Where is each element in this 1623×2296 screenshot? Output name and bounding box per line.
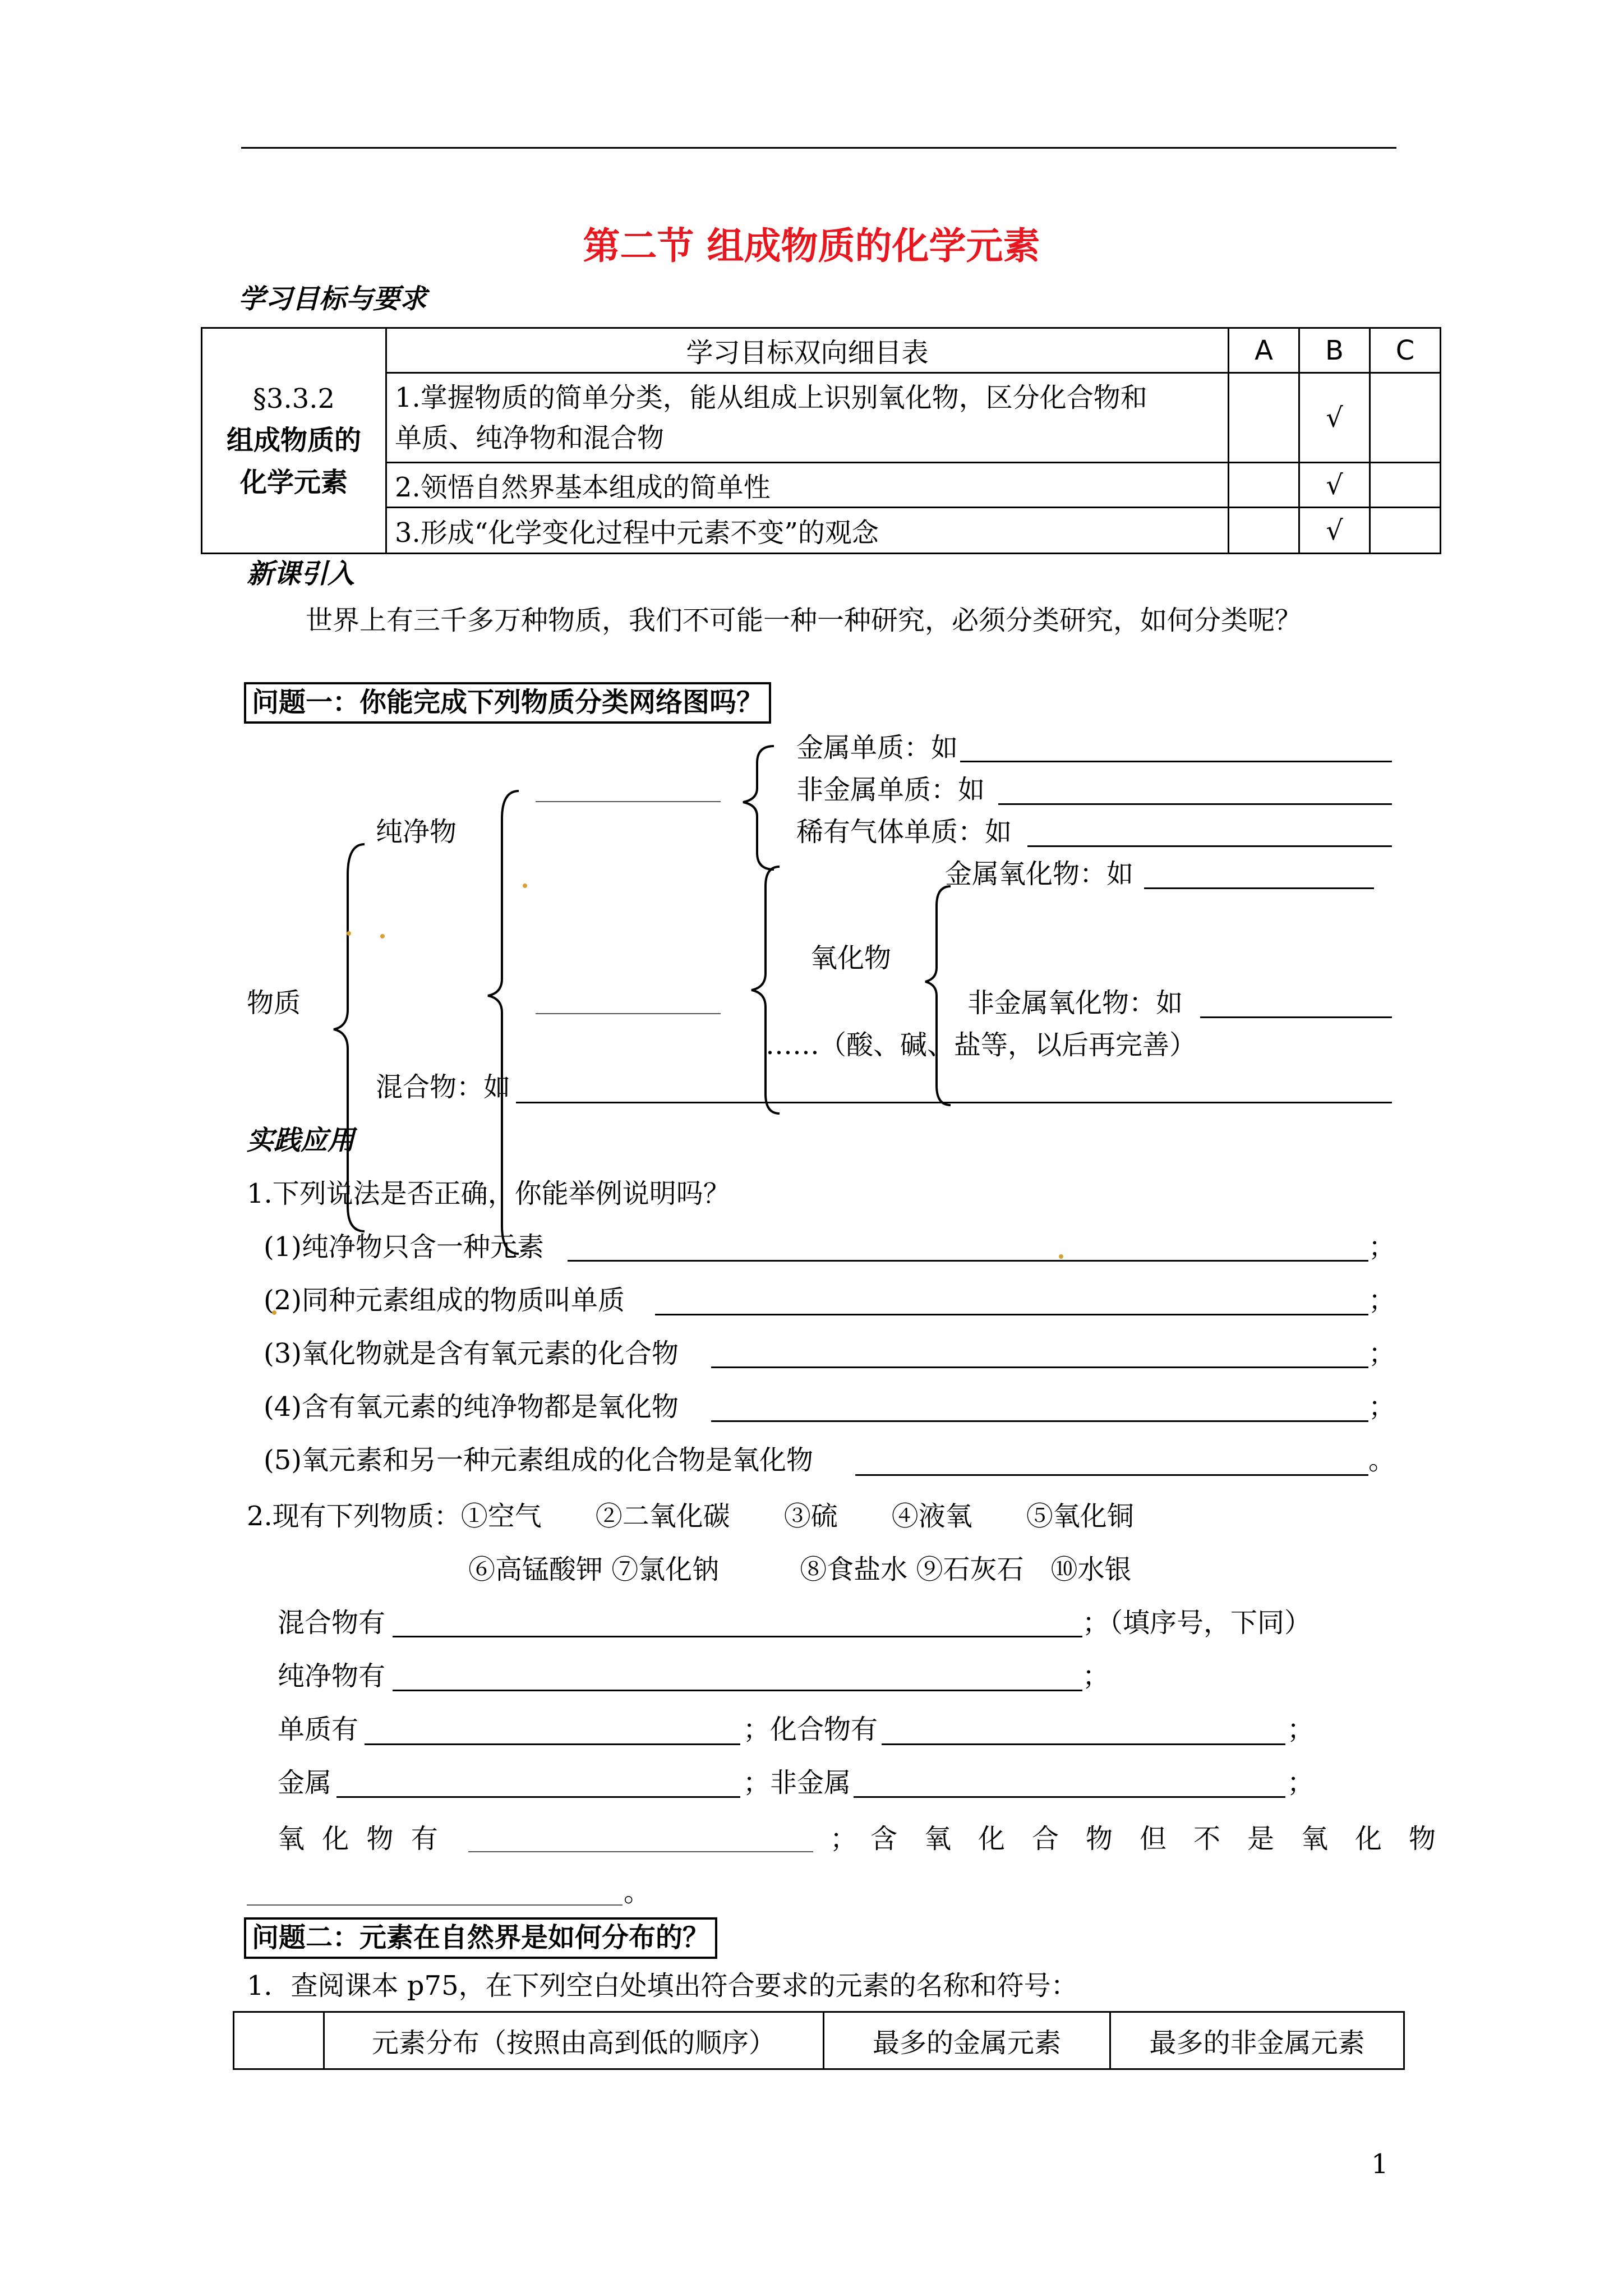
practice-heading: 实践应用 — [247, 1125, 355, 1156]
q2-text: 1．查阅课本 p75，在下列空白处填出符合要求的元素的名称和符号： — [247, 1970, 1078, 2001]
node-nonmetal-oxide: 非金属氧化物：如 — [967, 987, 1183, 1019]
table-header: 元素分布（按照由高到低的顺序） — [324, 2012, 824, 2069]
blank-line — [711, 1420, 1368, 1422]
goals-table-header: 学习目标双向细目表 — [386, 328, 1229, 373]
page-title: 第二节 组成物质的化学元素 — [583, 224, 1040, 268]
statement-end: 。 — [1368, 1444, 1396, 1476]
statement-end: ； — [1368, 1285, 1396, 1316]
statement: (2)同种元素组成的物质叫单质 — [264, 1285, 625, 1316]
blank-line — [711, 1366, 1368, 1368]
single-label: 单质有 — [278, 1714, 359, 1745]
practice-q2-line1: 2.现有下列物质：①空气 ②二氧化碳 ③硫 ④液氧 ⑤氧化铜 — [247, 1501, 1134, 1532]
practice-q1: 1.下列说法是否正确，你能举例说明吗？ — [247, 1178, 730, 1209]
compound-label: ；化合物有 — [743, 1714, 878, 1745]
stray-dot — [347, 931, 351, 936]
q1-heading: 问题一：你能完成下列物质分类网络图吗？ — [244, 682, 771, 724]
brace-single — [743, 746, 774, 869]
oxide-end: 。 — [624, 1876, 651, 1908]
level-c: C — [1370, 328, 1441, 373]
stray-dot — [1059, 1254, 1063, 1259]
nonmetal-label: ；非金属 — [743, 1767, 851, 1798]
goal-b-check: √ — [1299, 463, 1370, 508]
level-a: A — [1229, 328, 1299, 373]
blank-line — [468, 1851, 813, 1852]
statement-end: ； — [1368, 1391, 1396, 1423]
pure-label: 纯净物有 — [278, 1660, 386, 1692]
pure-end: ； — [1082, 1660, 1110, 1692]
node-nonmetal-single: 非金属单质：如 — [796, 774, 985, 806]
goals-heading: 学习目标与要求 — [238, 283, 427, 315]
stray-dot — [380, 934, 385, 938]
brace-root — [334, 844, 365, 1231]
compound-end: ； — [1287, 1714, 1315, 1745]
node-mixture: 混合物：如 — [376, 1071, 511, 1103]
goal-b-check: √ — [1299, 508, 1370, 554]
oxy-compound-label: ； 含 氧 化 合 物 但 不 是 氧 化 物 — [830, 1823, 1436, 1855]
goals-topic-line2: 化学元素 — [239, 466, 348, 498]
blank-line — [855, 1474, 1368, 1476]
node-metal-single: 金属单质：如 — [796, 732, 958, 763]
table-header: 最多的非金属元素 — [1110, 2012, 1404, 2069]
node-pure: 纯净物 — [376, 816, 457, 848]
distribution-table — [233, 2011, 1405, 2070]
practice-q2-line2: ⑥高锰酸钾 ⑦氯化钠 ⑧食盐水 ⑨石灰石 ⑩水银 — [468, 1554, 1132, 1585]
statement: (1)纯净物只含一种元素 — [264, 1231, 544, 1263]
blank-line — [854, 1796, 1285, 1798]
node-noble-gas-single: 稀有气体单质：如 — [796, 816, 1012, 848]
goal-b-check: √ — [1299, 373, 1370, 463]
goals-topic-line1: 组成物质的 — [226, 425, 361, 457]
table-cell — [234, 2012, 324, 2069]
node-root: 物质 — [247, 987, 301, 1019]
brace-oxide — [925, 886, 951, 1105]
oxide-label: 氧 化 物 有 — [278, 1823, 442, 1855]
table-header: 最多的金属元素 — [824, 2012, 1110, 2069]
stray-dot — [523, 884, 527, 888]
intro-heading: 新课引入 — [247, 558, 355, 590]
goals-code: §3.3.2 — [252, 383, 335, 415]
statement: (5)氧元素和另一种元素组成的化合物是氧化物 — [264, 1444, 813, 1476]
blank-line — [568, 1260, 1368, 1262]
blank-line — [393, 1690, 1082, 1691]
node-ellipsis: ……（酸、碱、盐等，以后再完善） — [766, 1029, 1197, 1061]
page-number: 1 — [1371, 2148, 1389, 2180]
node-oxide: 氧化物 — [810, 942, 892, 974]
level-b: B — [1299, 328, 1370, 373]
statement-end: ； — [1368, 1231, 1396, 1263]
goal-row: 2.领悟自然界基本组成的简单性 — [386, 463, 1229, 508]
node-metal-oxide: 金属氧化物：如 — [945, 858, 1134, 890]
goal-text: 1.掌握物质的简单分类，能从组成上识别氧化物，区分化合物和 — [395, 381, 1147, 413]
statement: (4)含有氧元素的纯净物都是氧化物 — [264, 1391, 679, 1423]
goal-row: 3.形成“化学变化过程中元素不变”的观念 — [386, 508, 1229, 554]
metal-label: 金属 — [278, 1767, 332, 1798]
brace-compound — [751, 867, 780, 1114]
q2-heading: 问题二：元素在自然界是如何分布的？ — [244, 1917, 717, 1959]
mixture-label: 混合物有 — [278, 1607, 386, 1639]
blank-line — [393, 1636, 1082, 1637]
statement-end: ； — [1368, 1338, 1396, 1369]
statement: (3)氧化物就是含有氧元素的化合物 — [264, 1338, 679, 1369]
mixture-note: ；（填序号，下同） — [1082, 1607, 1312, 1639]
blank-line — [247, 1904, 623, 1906]
nonmetal-end: ； — [1287, 1767, 1315, 1798]
goal-text: 单质、纯净物和混合物 — [395, 422, 665, 454]
blank-line — [882, 1743, 1285, 1745]
blank-line — [365, 1743, 740, 1745]
blank-line — [336, 1796, 740, 1798]
blank-line — [655, 1314, 1368, 1315]
intro-text: 世界上有三千多万种物质，我们不可能一种一种研究，必须分类研究，如何分类呢？ — [306, 605, 1302, 636]
